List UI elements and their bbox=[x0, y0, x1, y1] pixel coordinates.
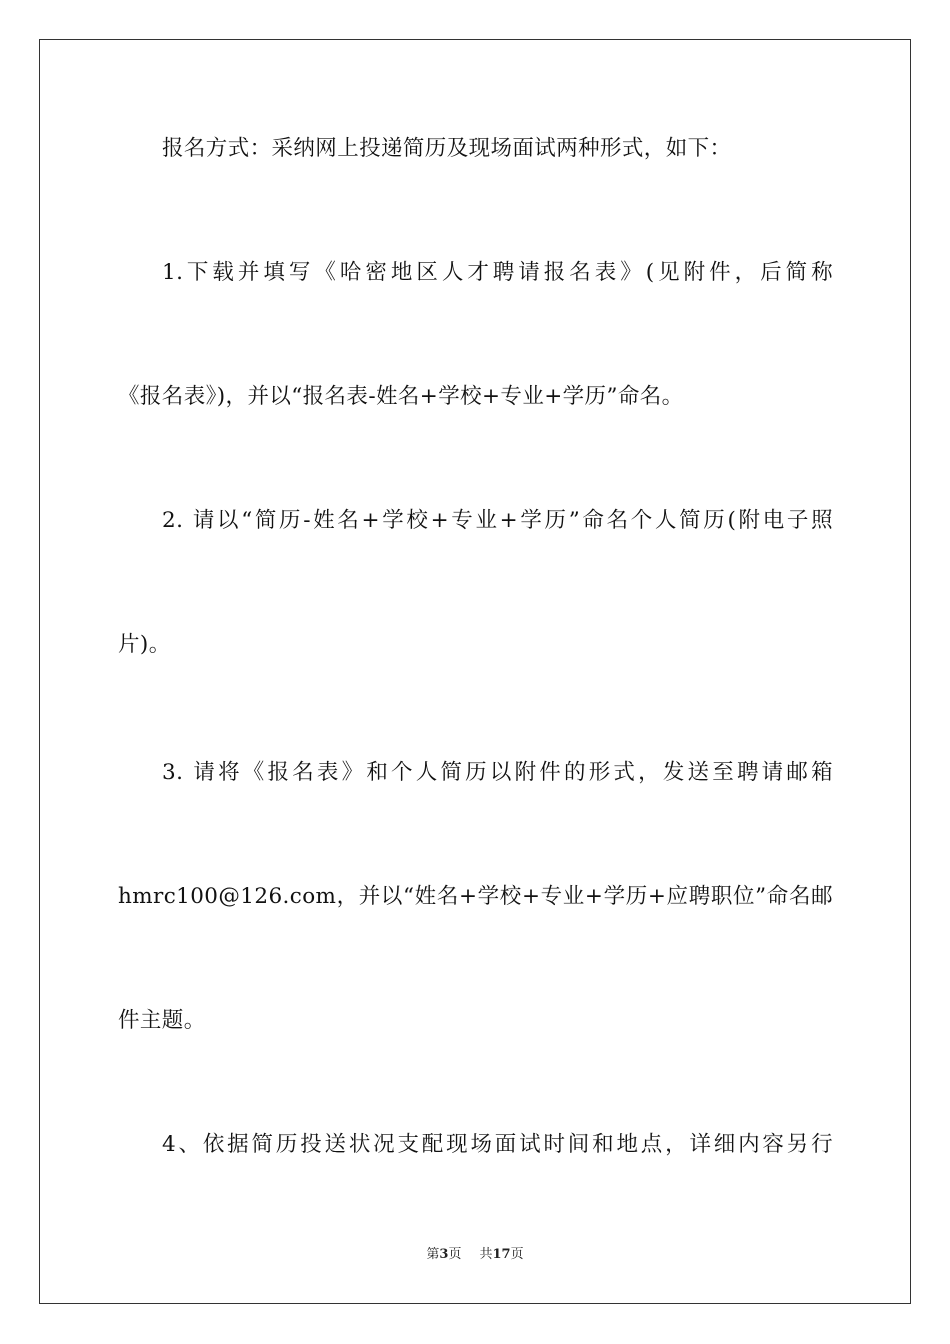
footer-total-suffix: 页 bbox=[510, 1247, 524, 1262]
text-line-registration-method: 报名方式：采纳网上投递简历及现场面试两种形式，如下： bbox=[162, 136, 732, 161]
text-line-item-4: 4、依据简历投送状况支配现场面试时间和地点，详细内容另行 bbox=[162, 1132, 833, 1157]
text-line-item-1: 1.下载并填写《哈密地区人才聘请报名表》(见附件，后简称 bbox=[162, 260, 833, 285]
footer-page-current: 3 bbox=[439, 1247, 449, 1262]
text-line-item-2-cont: 片)。 bbox=[118, 632, 171, 657]
footer-page-total: 17 bbox=[492, 1247, 511, 1262]
text-line-item-1-cont: 《报名表》)，并以“报名表-姓名+学校+专业+学历”命名。 bbox=[118, 384, 684, 409]
page-border bbox=[39, 39, 911, 1304]
footer-page-suffix: 页 bbox=[448, 1247, 462, 1262]
text-line-item-3-email: hmrc100@126.com，并以“姓名+学校+专业+学历+应聘职位”命名邮 bbox=[118, 884, 833, 909]
text-line-item-2: 2. 请以“简历-姓名+学校+专业+学历”命名个人简历(附电子照 bbox=[162, 508, 833, 533]
text-line-item-3: 3. 请将《报名表》和个人简历以附件的形式，发送至聘请邮箱 bbox=[162, 760, 833, 785]
text-line-item-3-cont: 件主题。 bbox=[118, 1008, 206, 1033]
footer-total-prefix: 共 bbox=[479, 1247, 493, 1262]
page-footer bbox=[0, 1246, 950, 1264]
footer-page-prefix: 第 bbox=[426, 1247, 440, 1262]
